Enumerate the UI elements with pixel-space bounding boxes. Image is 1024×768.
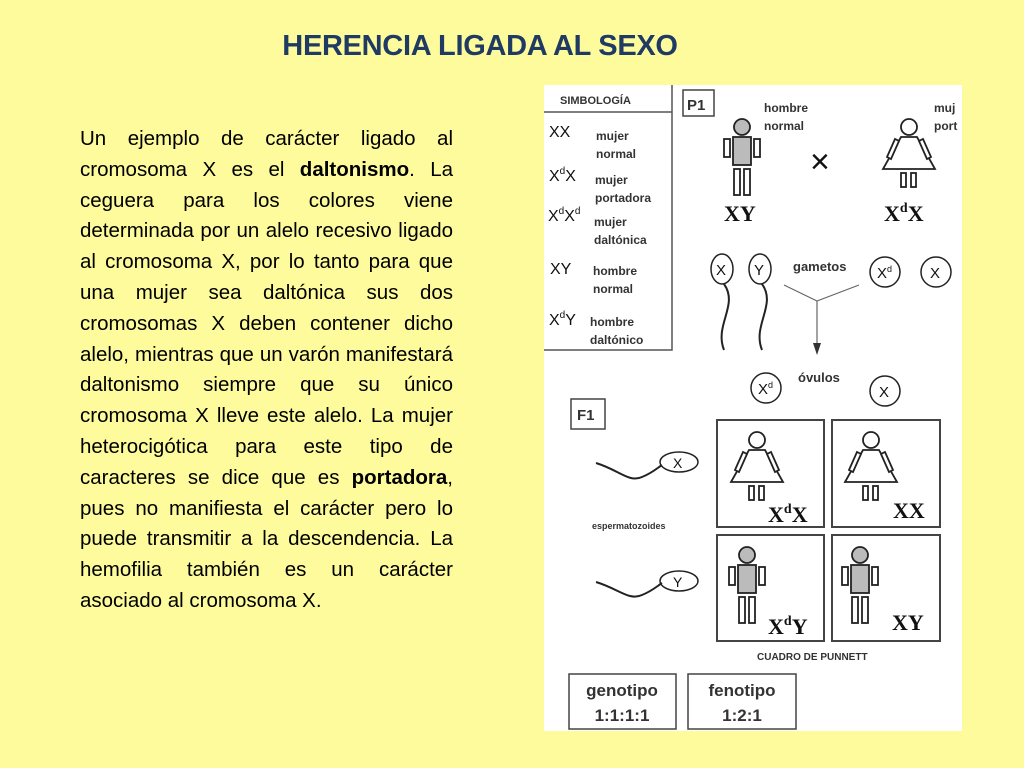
svg-text:muj: muj: [934, 101, 956, 115]
punnett-label: CUADRO DE PUNNETT: [757, 652, 868, 663]
genotype-ratio-box: [569, 674, 676, 729]
svg-text:Y: Y: [754, 262, 765, 279]
male-figure-icon: [724, 119, 760, 195]
svg-text:X: X: [673, 455, 683, 471]
p1-label: P1: [687, 97, 706, 114]
punnett-cell: [717, 535, 824, 641]
phenotype-ratio-box: [688, 674, 796, 729]
svg-text:daltónica: daltónica: [594, 233, 647, 247]
symbology-header: SIMBOLOGÍA: [560, 95, 631, 107]
legend-item: [548, 206, 647, 247]
legend-item: [550, 261, 637, 296]
inheritance-diagram: [544, 85, 962, 731]
svg-text:XdX: $X^dX$: [884, 201, 924, 226]
svg-text:mujer: mujer: [594, 215, 627, 229]
punnett-cell: [832, 420, 940, 527]
gametes-row: [711, 254, 951, 355]
svg-text:Xd: $X^d$: [758, 380, 774, 398]
svg-text:normal: normal: [596, 147, 637, 161]
ovules-row: [751, 370, 900, 406]
svg-text:XdX: $X^dX$: [768, 502, 808, 527]
svg-text:X: X: [930, 265, 941, 282]
svg-text:Y: Y: [673, 574, 683, 590]
text-segment: Un ejemplo de carácter ligado al cromosoma X es el: [80, 127, 453, 181]
svg-text:XdX: $X^dX$: [549, 166, 576, 185]
svg-text:hombre: hombre: [590, 315, 635, 329]
svg-text:XY: XY: [892, 610, 924, 635]
svg-text:gametos: gametos: [793, 259, 847, 274]
svg-text:XdXd: $X^dX^d$: [548, 206, 581, 225]
bold-term-daltonismo: daltonismo: [299, 157, 410, 181]
text-segment: . La ceguera para los colores viene determinada por un alelo recesivo ligado al cromosoma X, por lo tanto para que una mujer sea daltónica sus dos cromosomas X deben contener dicho alelo, mientras que un varón manifestará daltonismo siempre que su único cromosoma X lleve este alelo. La mujer heterocigótica para este tipo de caracteres se dice que es: [80, 157, 453, 489]
svg-text:fenotipo: fenotipo: [708, 681, 776, 700]
punnett-cell: [717, 420, 824, 527]
svg-text:1:1:1:1: 1:1:1:1: [594, 706, 650, 725]
svg-text:1:2:1: 1:2:1: [722, 706, 762, 725]
svg-text:mujer: mujer: [595, 173, 628, 187]
svg-text:X: X: [879, 384, 890, 401]
legend-item: [549, 124, 636, 161]
svg-text:XY: XY: [724, 201, 756, 226]
svg-text:XdY: $X^dY$: [549, 310, 576, 329]
f1-label: F1: [577, 407, 595, 424]
svg-text:hombre: hombre: [593, 264, 638, 278]
cross-symbol: ×: [810, 143, 830, 181]
svg-text:portadora: portadora: [595, 191, 652, 205]
punnett-cell: [832, 535, 940, 641]
symbology-legend: [544, 85, 672, 350]
svg-text:port: port: [934, 119, 958, 133]
svg-text:XX: XX: [549, 124, 571, 141]
svg-text:normal: normal: [593, 282, 634, 296]
sperm-label: espermatozoides: [592, 521, 666, 531]
bold-term-portadora: portadora: [351, 465, 448, 489]
body-paragraph: [80, 124, 453, 617]
svg-text:óvulos: óvulos: [798, 370, 840, 385]
svg-text:X: X: [716, 262, 727, 279]
svg-text:Xd: $X^d$: [877, 264, 893, 282]
svg-text:XX: XX: [893, 498, 925, 523]
slide-title: HERENCIA LIGADA AL SEXO: [282, 30, 678, 62]
f1-generation: [569, 399, 940, 729]
legend-item: [549, 166, 651, 205]
svg-text:daltónico: daltónico: [590, 333, 644, 347]
svg-text:genotipo: genotipo: [586, 681, 658, 700]
svg-text:normal: normal: [764, 119, 805, 133]
svg-text:hombre: hombre: [764, 101, 809, 115]
text-segment: , pues no manifiesta el carácter pero lo puede transmitir a la descendencia. La hemofilia también es un carácter asociado al cromosoma X.: [80, 465, 453, 612]
svg-text:XdY: $X^dY$: [768, 614, 808, 639]
female-figure-icon: [883, 119, 935, 187]
p1-generation: [683, 90, 957, 226]
legend-item: [549, 310, 643, 347]
svg-text:mujer: mujer: [596, 129, 629, 143]
svg-text:XY: XY: [550, 261, 572, 278]
